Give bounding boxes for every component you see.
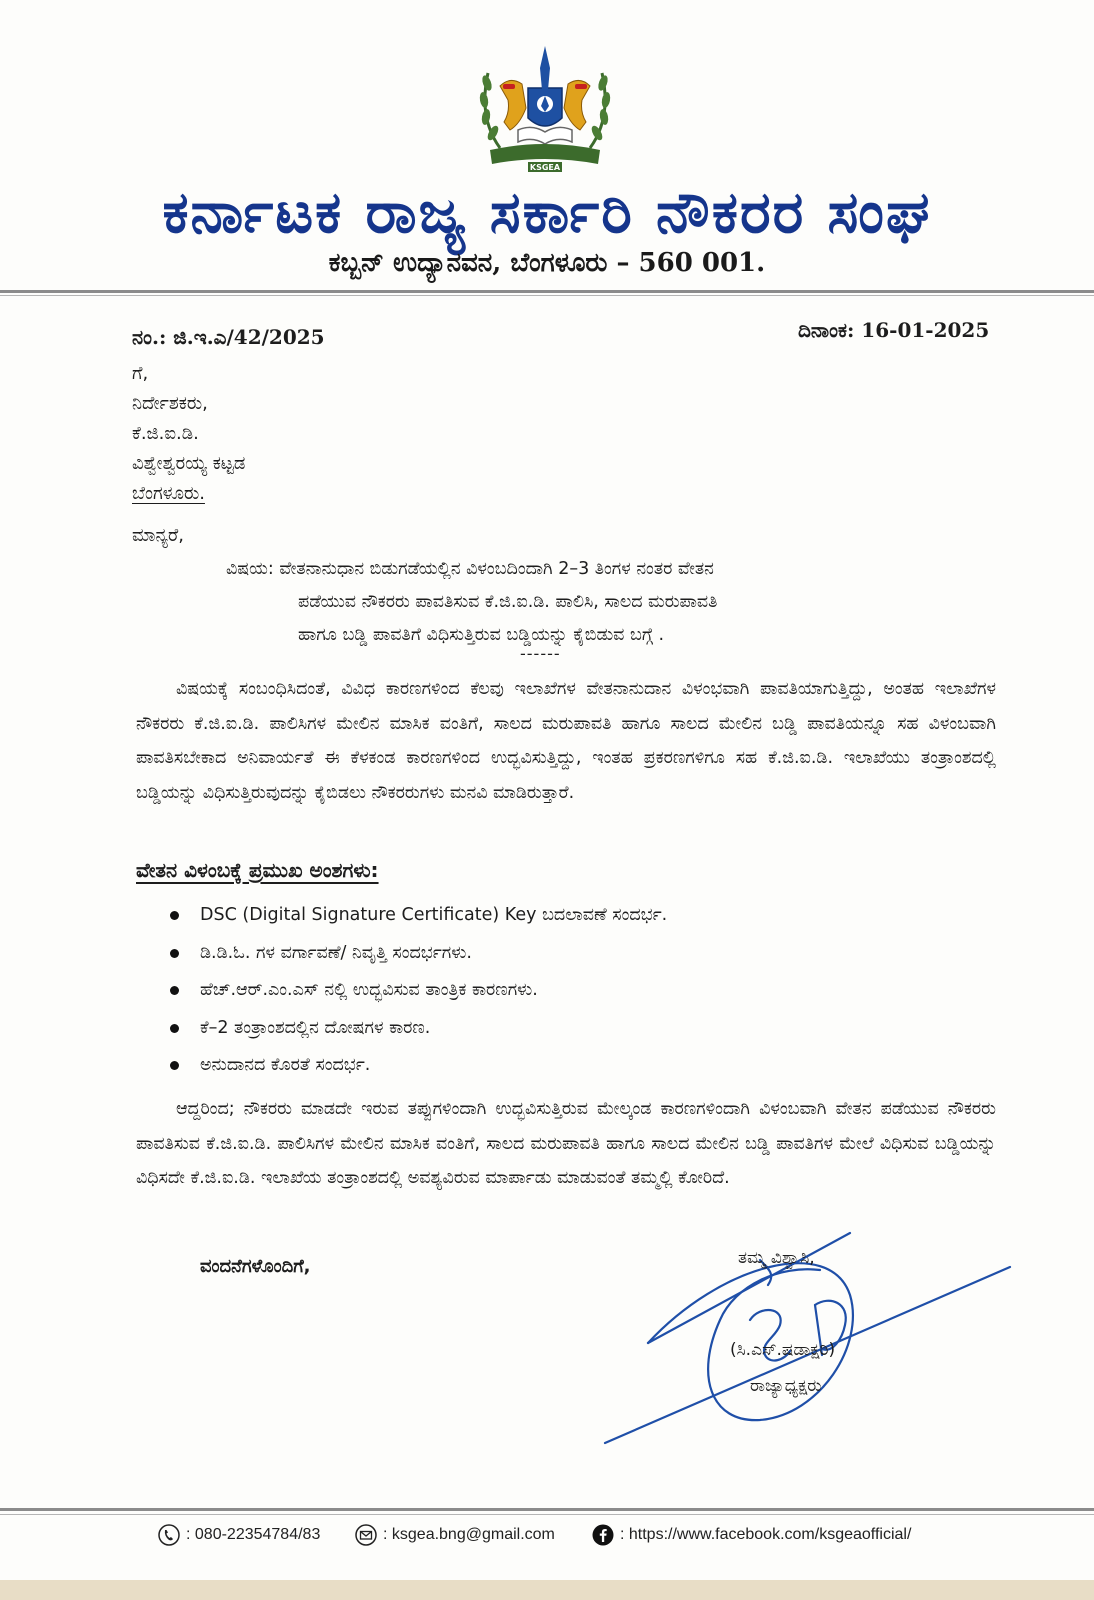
list-item-text: ಹೆಚ್.ಆರ್.ಎಂ.ಎಸ್ ನಲ್ಲಿ ಉದ್ಭವಿಸುವ ತಾಂತ್ರಿಕ ಕಾರಣಗಳು. — [200, 980, 538, 1000]
footer-email — [355, 1520, 555, 1550]
bullet-icon — [170, 1061, 179, 1070]
closing-phrase: ವಂದನೆಗಳೊಂದಿಗೆ, — [200, 1256, 311, 1277]
recipient-line: ವಿಶ್ವೇಶ್ವರಯ್ಯ ಕಟ್ಟಡ — [132, 453, 246, 474]
recipient-line: ಗೆ, — [132, 363, 149, 384]
bullet-icon — [170, 949, 179, 958]
list-item-text: ಅನುದಾನದ ಕೊರತೆ ಸಂದರ್ಭ. — [200, 1055, 371, 1075]
subject-line: ಪಡೆಯುವ ನೌಕರರು ಪಾವತಿಸುವ ಕೆ.ಜಿ.ಐ.ಡಿ. ಪಾಲಿಸಿ, ಸಾಲದ ಮರುಪಾವತಿ — [298, 592, 718, 612]
list-item — [168, 938, 988, 976]
logo-text: KSGEA — [529, 163, 561, 172]
facebook-icon — [592, 1524, 614, 1546]
reference-number: ನಂ.: ಜಿ.ಇ.ಎ/42/2025 — [132, 325, 325, 349]
footer-facebook-text: : https://www.facebook.com/ksgeaofficial/ — [620, 1526, 912, 1543]
email-icon — [355, 1524, 377, 1546]
subject-line: ಹಾಗೂ ಬಡ್ಡಿ ಪಾವತಿಗೆ ವಿಧಿಸುತ್ತಿರುವ ಬಡ್ಡಿಯನ್ನು ಕೈಬಿಡುವ ಬಗ್ಗೆ . — [298, 625, 665, 645]
footer-email-text: : ksgea.bng@gmail.com — [383, 1526, 555, 1543]
list-item-text: DSC (Digital Signature Certificate) Key ಬದಲಾವಣೆ ಸಂದರ್ಭ. — [200, 905, 668, 925]
paragraph-text: ವಿಷಯಕ್ಕೆ ಸಂಬಂಧಿಸಿದಂತೆ, ವಿವಿಧ ಕಾರಣಗಳಿಂದ ಕೆಲವು ಇಲಾಖೆಗಳ ವೇತನಾನುದಾನ ವಿಳಂಭವಾಗಿ ಪಾವತಿಯಾಗುತ್ತಿದ್ದು, ಅಂತಹ ಇಲಾಖೆಗಳ ನೌಕರರು ಕೆ.ಜಿ.ಐ.ಡಿ. ಪಾಲಿಸಿಗಳ ಮೇಲಿನ ಮಾಸಿಕ ವಂತಿಗೆ, ಸಾಲದ ಮರುಪಾವತಿ ಹಾಗೂ ಸಾಲದ ಮೇಲಿನ ಬಡ್ಡಿ ಪಾವತಿಯನ್ನೂ ಸಹ ವಿಳಂಬವಾಗಿ ಪಾವತಿಸಬೇಕಾದ ಅನಿವಾರ್ಯತೆ ಈ ಕೆಳಕಂಡ ಕಾರಣಗಳಿಂದ ಉದ್ಭವಿಸುತ್ತಿದ್ದು, ಇಂತಹ ಪ್ರಕರಣಗಳಿಗೂ ಸಹ ಕೆ.ಜಿ.ಐ.ಡಿ. ಇಲಾಖೆಯು ತಂತ್ರಾಂಶದಲ್ಲಿ ಬಡ್ಡಿಯನ್ನು ವಿಧಿಸುತ್ತಿರುವುದನ್ನು ಕೈಬಿಡಲು ನೌಕರರುಗಳು ಮನವಿ ಮಾಡಿರುತ್ತಾರೆ. — [136, 679, 996, 803]
footer-rule-thin — [0, 1514, 1094, 1515]
body-paragraph-2 — [136, 1092, 996, 1196]
paragraph-text: ಆದ್ದರಿಂದ; ನೌಕರರು ಮಾಡದೇ ಇರುವ ತಪ್ಪುಗಳಿಂದಾಗಿ ಉದ್ಭವಿಸುತ್ತಿರುವ ಮೇಲ್ಕಂಡ ಕಾರಣಗಳಿಂದಾಗಿ ವಿಳಂಬವಾಗಿ ವೇತನ ಪಡೆಯುವ ನೌಕರರು ಪಾವತಿಸುವ ಕೆ.ಜಿ.ಐ.ಡಿ. ಪಾಲಿಸಿಗಳ ಮೇಲಿನ ಮಾಸಿಕ ವಂತಿಗೆ, ಸಾಲದ ಮರುಪಾವತಿ ಹಾಗೂ ಸಾಲದ ಮೇಲಿನ ಬಡ್ಡಿ ಪಾವತಿಗಳ ಮೇಲೆ ವಿಧಿಸುವ ಬಡ್ಡಿಯನ್ನು ವಿಧಿಸದೇ ಕೆ.ಜಿ.ಐ.ಡಿ. ಇಲಾಖೆಯ ತಂತ್ರಾಂಶದಲ್ಲಿ ಅವಶ್ಯವಿರುವ ಮಾರ್ಪಾಡು ಮಾಡುವಂತೆ ತಮ್ಮಲ್ಲಿ ಕೋರಿದೆ. — [136, 1099, 996, 1188]
ksgea-emblem-logo — [470, 38, 620, 176]
footer-rule — [0, 1508, 1094, 1511]
bullet-icon — [170, 1024, 179, 1033]
bullet-icon — [170, 986, 179, 995]
list-item-text: ಡಿ.ಡಿ.ಓ. ಗಳ ವರ್ಗಾವಣೆ/ ನಿವೃತ್ತಿ ಸಂದರ್ಭಗಳು. — [200, 942, 472, 963]
section-heading: ವೇತನ ವಿಳಂಬಕ್ಕೆ ಪ್ರಮುಖ ಅಂಶಗಳು: — [136, 858, 379, 882]
subject-label: ವಿಷಯ: — [226, 559, 274, 579]
recipient-line: ಕೆ.ಜಿ.ಐ.ಡಿ. — [132, 423, 199, 444]
organization-title: ಕರ್ನಾಟಕ ರಾಜ್ಯ ಸರ್ಕಾರಿ ನೌಕರರ ಸಂಘ — [162, 178, 932, 246]
reasons-list — [168, 900, 988, 1088]
list-item — [168, 975, 988, 1013]
subject-separator: ------ — [520, 644, 561, 663]
header-rule — [0, 290, 1094, 293]
organization-address: ಕಬ್ಬನ್ ಉದ್ಯಾನವನ, ಬೆಂಗಳೂರು – 560 001. — [328, 248, 766, 278]
footer-phone-text: : 080-22354784/83 — [186, 1526, 321, 1543]
letter-date: ದಿನಾಂಕ: 16-01-2025 — [798, 318, 990, 342]
recipient-line: ನಿರ್ದೇಶಕರು, — [132, 393, 208, 414]
contact-footer — [0, 1520, 1094, 1550]
footer-phone — [158, 1520, 320, 1550]
header-rule-thin — [0, 295, 1094, 296]
list-item — [168, 900, 988, 938]
bullet-icon — [170, 911, 179, 920]
signature-valediction: ತಮ್ಮ ವಿಶ್ವಾಸಿ, — [738, 1248, 815, 1268]
phone-icon — [158, 1524, 180, 1546]
recipient-line: ಬೆಂಗಳೂರು. — [132, 483, 205, 504]
footer-facebook — [592, 1520, 911, 1550]
body-paragraph-1 — [136, 672, 996, 810]
subject-line: ವೇತನಾನುಧಾನ ಬಿಡುಗಡೆಯಲ್ಲಿನ ವಿಳಂಬದಿಂದಾಗಿ 2–3 ತಿಂಗಳ ನಂತರ ವೇತನ — [279, 559, 714, 579]
page-edge — [0, 1580, 1094, 1600]
list-item — [168, 1013, 988, 1051]
signatory-title: ರಾಜ್ಯಾಧ್ಯಕ್ಷರು — [750, 1376, 822, 1396]
list-item-text: ಕೆ–2 ತಂತ್ರಾಂಶದಲ್ಲಿನ ದೋಷಗಳ ಕಾರಣ. — [200, 1017, 431, 1038]
salutation: ಮಾನ್ಯರೆ, — [132, 525, 184, 546]
subject-block — [226, 553, 886, 652]
list-item — [168, 1050, 988, 1088]
signatory-name: (ಸಿ.ಎಸ್.ಷಡಾಕ್ಷರಿ) — [730, 1340, 836, 1360]
